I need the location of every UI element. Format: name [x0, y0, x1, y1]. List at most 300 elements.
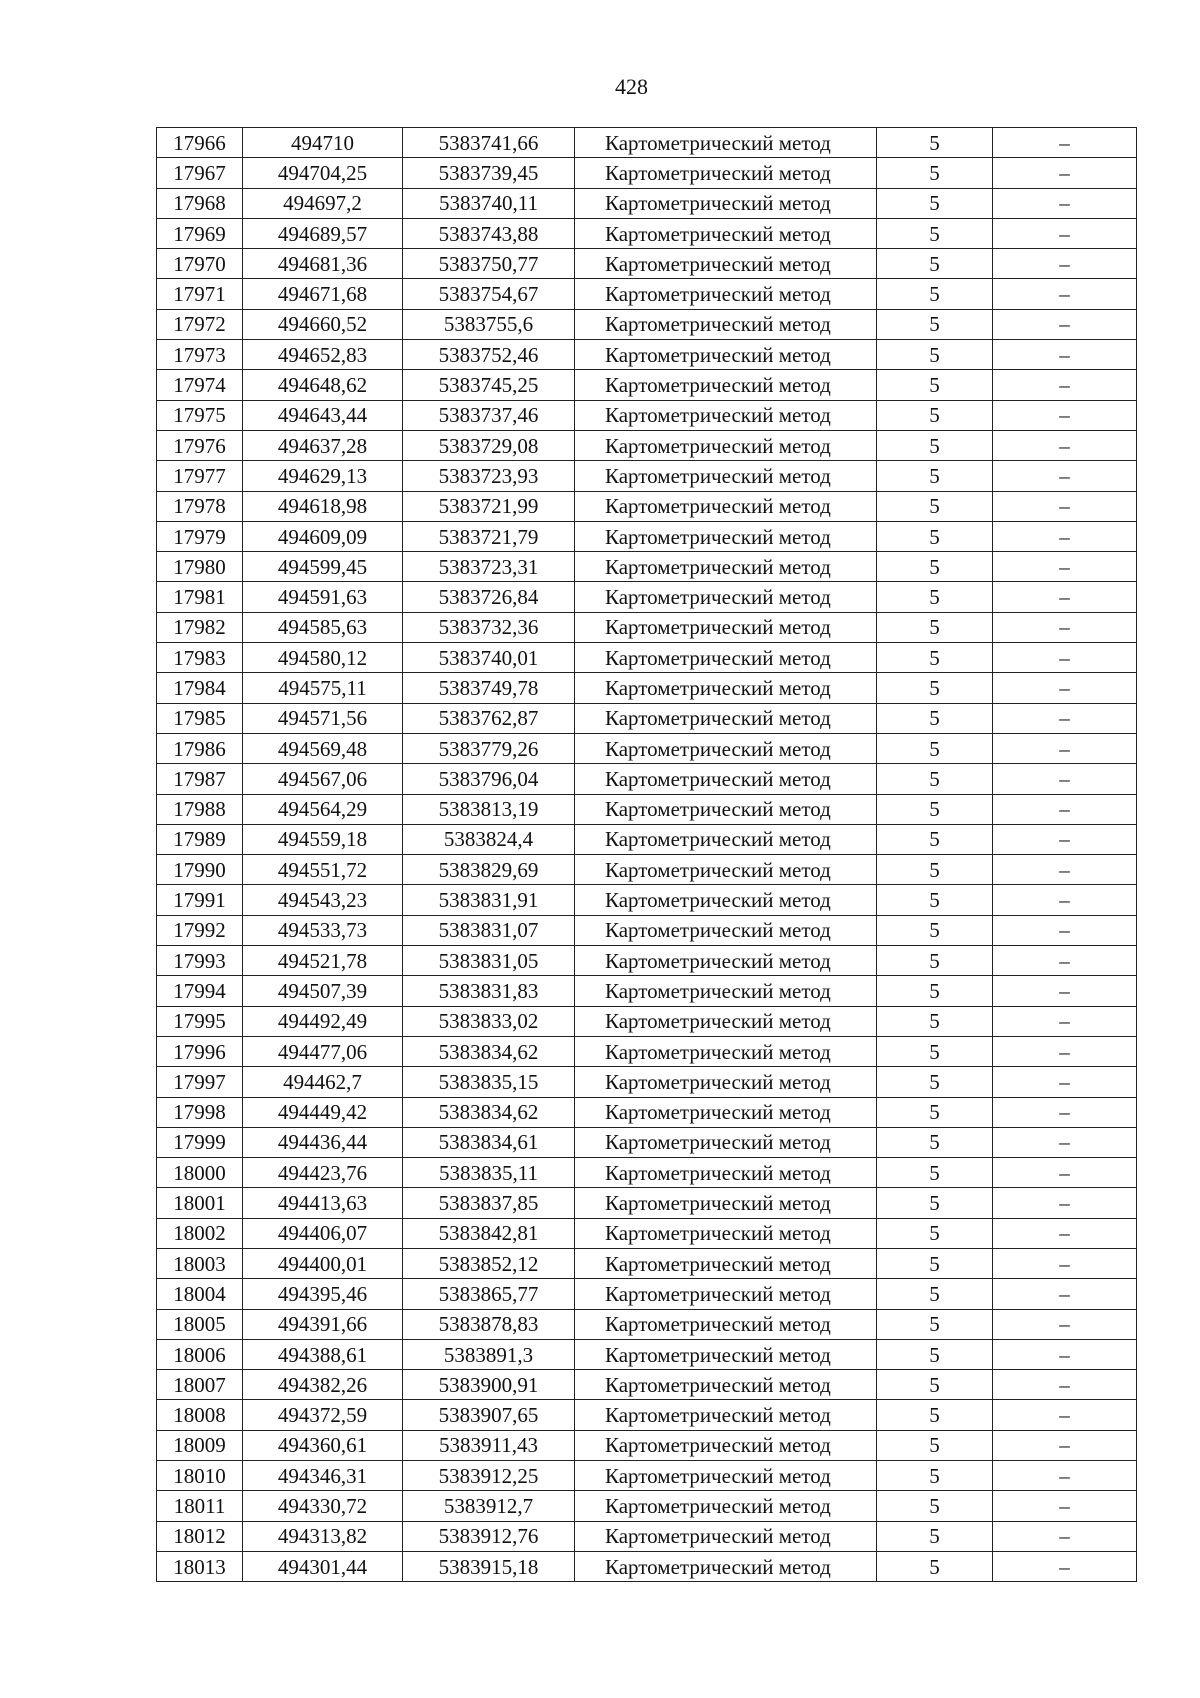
point-number-cell: 17999 [157, 1127, 243, 1157]
accuracy-cell: 5 [877, 885, 993, 915]
description-cell: – [993, 764, 1137, 794]
description-cell: – [993, 370, 1137, 400]
x-coordinate-cell: 494395,46 [243, 1279, 403, 1309]
method-cell: Картометрический метод [575, 279, 877, 309]
table-row [157, 1461, 1137, 1491]
point-number-cell: 17970 [157, 249, 243, 279]
x-coordinate-cell: 494591,63 [243, 582, 403, 612]
description-cell: – [993, 1400, 1137, 1430]
method-cell: Картометрический метод [575, 673, 877, 703]
method-cell: Картометрический метод [575, 218, 877, 248]
x-coordinate-cell: 494423,76 [243, 1158, 403, 1188]
accuracy-cell: 5 [877, 1309, 993, 1339]
table-row [157, 430, 1137, 460]
description-cell: – [993, 1521, 1137, 1551]
method-cell: Картометрический метод [575, 733, 877, 763]
accuracy-cell: 5 [877, 370, 993, 400]
point-number-cell: 17985 [157, 703, 243, 733]
table-row [157, 794, 1137, 824]
x-coordinate-cell: 494406,07 [243, 1218, 403, 1248]
table-row [157, 1551, 1137, 1581]
y-coordinate-cell: 5383813,19 [403, 794, 575, 824]
y-coordinate-cell: 5383779,26 [403, 733, 575, 763]
y-coordinate-cell: 5383740,01 [403, 643, 575, 673]
accuracy-cell: 5 [877, 1097, 993, 1127]
y-coordinate-cell: 5383737,46 [403, 400, 575, 430]
table-row [157, 370, 1137, 400]
point-number-cell: 18004 [157, 1279, 243, 1309]
x-coordinate-cell: 494301,44 [243, 1551, 403, 1581]
accuracy-cell: 5 [877, 400, 993, 430]
point-number-cell: 17984 [157, 673, 243, 703]
y-coordinate-cell: 5383912,25 [403, 1461, 575, 1491]
x-coordinate-cell: 494360,61 [243, 1430, 403, 1460]
y-coordinate-cell: 5383745,25 [403, 370, 575, 400]
accuracy-cell: 5 [877, 582, 993, 612]
method-cell: Картометрический метод [575, 1036, 877, 1066]
y-coordinate-cell: 5383762,87 [403, 703, 575, 733]
table-row [157, 1127, 1137, 1157]
x-coordinate-cell: 494599,45 [243, 552, 403, 582]
method-cell: Картометрический метод [575, 1067, 877, 1097]
description-cell: – [993, 158, 1137, 188]
y-coordinate-cell: 5383907,65 [403, 1400, 575, 1430]
description-cell: – [993, 915, 1137, 945]
accuracy-cell: 5 [877, 1158, 993, 1188]
description-cell: – [993, 824, 1137, 854]
description-cell: – [993, 188, 1137, 218]
table-row [157, 309, 1137, 339]
x-coordinate-cell: 494643,44 [243, 400, 403, 430]
description-cell: – [993, 1430, 1137, 1460]
accuracy-cell: 5 [877, 430, 993, 460]
description-cell: – [993, 733, 1137, 763]
point-number-cell: 17973 [157, 340, 243, 370]
method-cell: Картометрический метод [575, 855, 877, 885]
table-row [157, 1279, 1137, 1309]
description-cell: – [993, 1067, 1137, 1097]
x-coordinate-cell: 494449,42 [243, 1097, 403, 1127]
accuracy-cell: 5 [877, 340, 993, 370]
x-coordinate-cell: 494704,25 [243, 158, 403, 188]
method-cell: Картометрический метод [575, 521, 877, 551]
x-coordinate-cell: 494388,61 [243, 1339, 403, 1369]
accuracy-cell: 5 [877, 1279, 993, 1309]
y-coordinate-cell: 5383729,08 [403, 430, 575, 460]
accuracy-cell: 5 [877, 218, 993, 248]
point-number-cell: 17968 [157, 188, 243, 218]
accuracy-cell: 5 [877, 764, 993, 794]
x-coordinate-cell: 494533,73 [243, 915, 403, 945]
accuracy-cell: 5 [877, 794, 993, 824]
point-number-cell: 17978 [157, 491, 243, 521]
table-row [157, 1218, 1137, 1248]
table-row [157, 976, 1137, 1006]
point-number-cell: 17980 [157, 552, 243, 582]
point-number-cell: 18001 [157, 1188, 243, 1218]
table-row [157, 1006, 1137, 1036]
description-cell: – [993, 128, 1137, 158]
description-cell: – [993, 855, 1137, 885]
method-cell: Картометрический метод [575, 340, 877, 370]
accuracy-cell: 5 [877, 1248, 993, 1278]
page-number: 428 [615, 74, 648, 99]
table-row [157, 915, 1137, 945]
description-cell: – [993, 1339, 1137, 1369]
point-number-cell: 17993 [157, 946, 243, 976]
table-row [157, 521, 1137, 551]
point-number-cell: 17991 [157, 885, 243, 915]
method-cell: Картометрический метод [575, 1400, 877, 1430]
accuracy-cell: 5 [877, 946, 993, 976]
method-cell: Картометрический метод [575, 764, 877, 794]
table-row [157, 1400, 1137, 1430]
y-coordinate-cell: 5383750,77 [403, 249, 575, 279]
x-coordinate-cell: 494575,11 [243, 673, 403, 703]
point-number-cell: 17995 [157, 1006, 243, 1036]
x-coordinate-cell: 494609,09 [243, 521, 403, 551]
table-row [157, 1309, 1137, 1339]
table-row [157, 1491, 1137, 1521]
point-number-cell: 17994 [157, 976, 243, 1006]
description-cell: – [993, 279, 1137, 309]
accuracy-cell: 5 [877, 1370, 993, 1400]
accuracy-cell: 5 [877, 703, 993, 733]
y-coordinate-cell: 5383732,36 [403, 612, 575, 642]
table-row [157, 1521, 1137, 1551]
accuracy-cell: 5 [877, 521, 993, 551]
y-coordinate-cell: 5383912,76 [403, 1521, 575, 1551]
method-cell: Картометрический метод [575, 885, 877, 915]
description-cell: – [993, 218, 1137, 248]
x-coordinate-cell: 494660,52 [243, 309, 403, 339]
y-coordinate-cell: 5383911,43 [403, 1430, 575, 1460]
point-number-cell: 17987 [157, 764, 243, 794]
method-cell: Картометрический метод [575, 1006, 877, 1036]
x-coordinate-cell: 494462,7 [243, 1067, 403, 1097]
description-cell: – [993, 1036, 1137, 1066]
point-number-cell: 18000 [157, 1158, 243, 1188]
method-cell: Картометрический метод [575, 946, 877, 976]
description-cell: – [993, 249, 1137, 279]
description-cell: – [993, 1158, 1137, 1188]
method-cell: Картометрический метод [575, 309, 877, 339]
y-coordinate-cell: 5383831,83 [403, 976, 575, 1006]
table-row [157, 612, 1137, 642]
description-cell: – [993, 552, 1137, 582]
y-coordinate-cell: 5383726,84 [403, 582, 575, 612]
x-coordinate-cell: 494689,57 [243, 218, 403, 248]
point-number-cell: 17969 [157, 218, 243, 248]
y-coordinate-cell: 5383723,93 [403, 461, 575, 491]
description-cell: – [993, 1188, 1137, 1218]
x-coordinate-cell: 494681,36 [243, 249, 403, 279]
description-cell: – [993, 309, 1137, 339]
table-row [157, 582, 1137, 612]
accuracy-cell: 5 [877, 1127, 993, 1157]
point-number-cell: 17979 [157, 521, 243, 551]
point-number-cell: 18002 [157, 1218, 243, 1248]
x-coordinate-cell: 494413,63 [243, 1188, 403, 1218]
table-row [157, 1370, 1137, 1400]
method-cell: Картометрический метод [575, 491, 877, 521]
accuracy-cell: 5 [877, 733, 993, 763]
description-cell: – [993, 461, 1137, 491]
point-number-cell: 17982 [157, 612, 243, 642]
x-coordinate-cell: 494382,26 [243, 1370, 403, 1400]
description-cell: – [993, 946, 1137, 976]
method-cell: Картометрический метод [575, 1339, 877, 1369]
description-cell: – [993, 1097, 1137, 1127]
accuracy-cell: 5 [877, 279, 993, 309]
accuracy-cell: 5 [877, 309, 993, 339]
table-row [157, 1188, 1137, 1218]
table-row [157, 1430, 1137, 1460]
accuracy-cell: 5 [877, 249, 993, 279]
method-cell: Картометрический метод [575, 915, 877, 945]
y-coordinate-cell: 5383749,78 [403, 673, 575, 703]
point-number-cell: 18010 [157, 1461, 243, 1491]
method-cell: Картометрический метод [575, 1248, 877, 1278]
y-coordinate-cell: 5383796,04 [403, 764, 575, 794]
method-cell: Картометрический метод [575, 582, 877, 612]
description-cell: – [993, 1551, 1137, 1581]
y-coordinate-cell: 5383891,3 [403, 1339, 575, 1369]
y-coordinate-cell: 5383842,81 [403, 1218, 575, 1248]
table-row [157, 946, 1137, 976]
description-cell: – [993, 1127, 1137, 1157]
method-cell: Картометрический метод [575, 1430, 877, 1460]
y-coordinate-cell: 5383835,11 [403, 1158, 575, 1188]
table-row [157, 1067, 1137, 1097]
accuracy-cell: 5 [877, 1339, 993, 1369]
y-coordinate-cell: 5383721,99 [403, 491, 575, 521]
y-coordinate-cell: 5383831,05 [403, 946, 575, 976]
description-cell: – [993, 612, 1137, 642]
x-coordinate-cell: 494564,29 [243, 794, 403, 824]
table-row [157, 218, 1137, 248]
y-coordinate-cell: 5383740,11 [403, 188, 575, 218]
accuracy-cell: 5 [877, 1491, 993, 1521]
y-coordinate-cell: 5383912,7 [403, 1491, 575, 1521]
x-coordinate-cell: 494710 [243, 128, 403, 158]
y-coordinate-cell: 5383837,85 [403, 1188, 575, 1218]
point-number-cell: 17983 [157, 643, 243, 673]
accuracy-cell: 5 [877, 461, 993, 491]
table-row [157, 643, 1137, 673]
x-coordinate-cell: 494567,06 [243, 764, 403, 794]
x-coordinate-cell: 494313,82 [243, 1521, 403, 1551]
accuracy-cell: 5 [877, 612, 993, 642]
y-coordinate-cell: 5383852,12 [403, 1248, 575, 1278]
description-cell: – [993, 1491, 1137, 1521]
point-number-cell: 17988 [157, 794, 243, 824]
y-coordinate-cell: 5383865,77 [403, 1279, 575, 1309]
method-cell: Картометрический метод [575, 1491, 877, 1521]
accuracy-cell: 5 [877, 1430, 993, 1460]
description-cell: – [993, 340, 1137, 370]
accuracy-cell: 5 [877, 1218, 993, 1248]
method-cell: Картометрический метод [575, 1370, 877, 1400]
table-row [157, 1036, 1137, 1066]
point-number-cell: 18013 [157, 1551, 243, 1581]
table-row [157, 461, 1137, 491]
method-cell: Картометрический метод [575, 430, 877, 460]
description-cell: – [993, 1248, 1137, 1278]
point-number-cell: 17998 [157, 1097, 243, 1127]
table-row [157, 279, 1137, 309]
point-number-cell: 17996 [157, 1036, 243, 1066]
table-row [157, 128, 1137, 158]
description-cell: – [993, 1279, 1137, 1309]
method-cell: Картометрический метод [575, 188, 877, 218]
table-row [157, 824, 1137, 854]
x-coordinate-cell: 494629,13 [243, 461, 403, 491]
y-coordinate-cell: 5383835,15 [403, 1067, 575, 1097]
accuracy-cell: 5 [877, 1188, 993, 1218]
y-coordinate-cell: 5383755,6 [403, 309, 575, 339]
y-coordinate-cell: 5383900,91 [403, 1370, 575, 1400]
accuracy-cell: 5 [877, 491, 993, 521]
y-coordinate-cell: 5383834,62 [403, 1097, 575, 1127]
method-cell: Картометрический метод [575, 370, 877, 400]
description-cell: – [993, 1218, 1137, 1248]
method-cell: Картометрический метод [575, 158, 877, 188]
description-cell: – [993, 703, 1137, 733]
description-cell: – [993, 491, 1137, 521]
point-number-cell: 17975 [157, 400, 243, 430]
accuracy-cell: 5 [877, 976, 993, 1006]
point-number-cell: 17972 [157, 309, 243, 339]
description-cell: – [993, 885, 1137, 915]
point-number-cell: 18003 [157, 1248, 243, 1278]
x-coordinate-cell: 494551,72 [243, 855, 403, 885]
table-row [157, 400, 1137, 430]
method-cell: Картометрический метод [575, 128, 877, 158]
point-number-cell: 17966 [157, 128, 243, 158]
x-coordinate-cell: 494585,63 [243, 612, 403, 642]
x-coordinate-cell: 494671,68 [243, 279, 403, 309]
description-cell: – [993, 1309, 1137, 1339]
x-coordinate-cell: 494330,72 [243, 1491, 403, 1521]
accuracy-cell: 5 [877, 552, 993, 582]
method-cell: Картометрический метод [575, 400, 877, 430]
y-coordinate-cell: 5383723,31 [403, 552, 575, 582]
method-cell: Картометрический метод [575, 703, 877, 733]
y-coordinate-cell: 5383915,18 [403, 1551, 575, 1581]
method-cell: Картометрический метод [575, 1309, 877, 1339]
point-number-cell: 17971 [157, 279, 243, 309]
description-cell: – [993, 643, 1137, 673]
description-cell: – [993, 400, 1137, 430]
x-coordinate-cell: 494507,39 [243, 976, 403, 1006]
point-number-cell: 17981 [157, 582, 243, 612]
table-row [157, 673, 1137, 703]
description-cell: – [993, 1370, 1137, 1400]
table-row [157, 885, 1137, 915]
point-number-cell: 17974 [157, 370, 243, 400]
table-row [157, 188, 1137, 218]
y-coordinate-cell: 5383831,07 [403, 915, 575, 945]
point-number-cell: 18005 [157, 1309, 243, 1339]
x-coordinate-cell: 494391,66 [243, 1309, 403, 1339]
table-row [157, 764, 1137, 794]
accuracy-cell: 5 [877, 1551, 993, 1581]
x-coordinate-cell: 494697,2 [243, 188, 403, 218]
method-cell: Картометрический метод [575, 976, 877, 1006]
method-cell: Картометрический метод [575, 1279, 877, 1309]
point-number-cell: 17992 [157, 915, 243, 945]
point-number-cell: 17967 [157, 158, 243, 188]
x-coordinate-cell: 494571,56 [243, 703, 403, 733]
accuracy-cell: 5 [877, 643, 993, 673]
method-cell: Картометрический метод [575, 824, 877, 854]
description-cell: – [993, 1461, 1137, 1491]
table-row [157, 1339, 1137, 1369]
description-cell: – [993, 430, 1137, 460]
method-cell: Картометрический метод [575, 1461, 877, 1491]
table-row [157, 158, 1137, 188]
y-coordinate-cell: 5383824,4 [403, 824, 575, 854]
accuracy-cell: 5 [877, 188, 993, 218]
x-coordinate-cell: 494637,28 [243, 430, 403, 460]
x-coordinate-cell: 494648,62 [243, 370, 403, 400]
x-coordinate-cell: 494372,59 [243, 1400, 403, 1430]
x-coordinate-cell: 494569,48 [243, 733, 403, 763]
point-number-cell: 17977 [157, 461, 243, 491]
x-coordinate-cell: 494400,01 [243, 1248, 403, 1278]
point-number-cell: 17989 [157, 824, 243, 854]
y-coordinate-cell: 5383834,61 [403, 1127, 575, 1157]
table-row [157, 1158, 1137, 1188]
y-coordinate-cell: 5383754,67 [403, 279, 575, 309]
method-cell: Картометрический метод [575, 249, 877, 279]
description-cell: – [993, 1006, 1137, 1036]
x-coordinate-cell: 494346,31 [243, 1461, 403, 1491]
description-cell: – [993, 673, 1137, 703]
table-row [157, 491, 1137, 521]
y-coordinate-cell: 5383878,83 [403, 1309, 575, 1339]
accuracy-cell: 5 [877, 915, 993, 945]
x-coordinate-cell: 494436,44 [243, 1127, 403, 1157]
x-coordinate-cell: 494559,18 [243, 824, 403, 854]
table-row [157, 733, 1137, 763]
accuracy-cell: 5 [877, 1521, 993, 1551]
description-cell: – [993, 976, 1137, 1006]
table-row [157, 1248, 1137, 1278]
x-coordinate-cell: 494580,12 [243, 643, 403, 673]
accuracy-cell: 5 [877, 673, 993, 703]
table-row [157, 249, 1137, 279]
accuracy-cell: 5 [877, 824, 993, 854]
coordinates-table [156, 127, 1137, 1582]
point-number-cell: 18009 [157, 1430, 243, 1460]
point-number-cell: 17986 [157, 733, 243, 763]
description-cell: – [993, 794, 1137, 824]
y-coordinate-cell: 5383829,69 [403, 855, 575, 885]
accuracy-cell: 5 [877, 128, 993, 158]
y-coordinate-cell: 5383741,66 [403, 128, 575, 158]
method-cell: Картометрический метод [575, 1188, 877, 1218]
y-coordinate-cell: 5383831,91 [403, 885, 575, 915]
point-number-cell: 17997 [157, 1067, 243, 1097]
point-number-cell: 18012 [157, 1521, 243, 1551]
accuracy-cell: 5 [877, 158, 993, 188]
point-number-cell: 18006 [157, 1339, 243, 1369]
point-number-cell: 18008 [157, 1400, 243, 1430]
accuracy-cell: 5 [877, 1400, 993, 1430]
table-row [157, 855, 1137, 885]
